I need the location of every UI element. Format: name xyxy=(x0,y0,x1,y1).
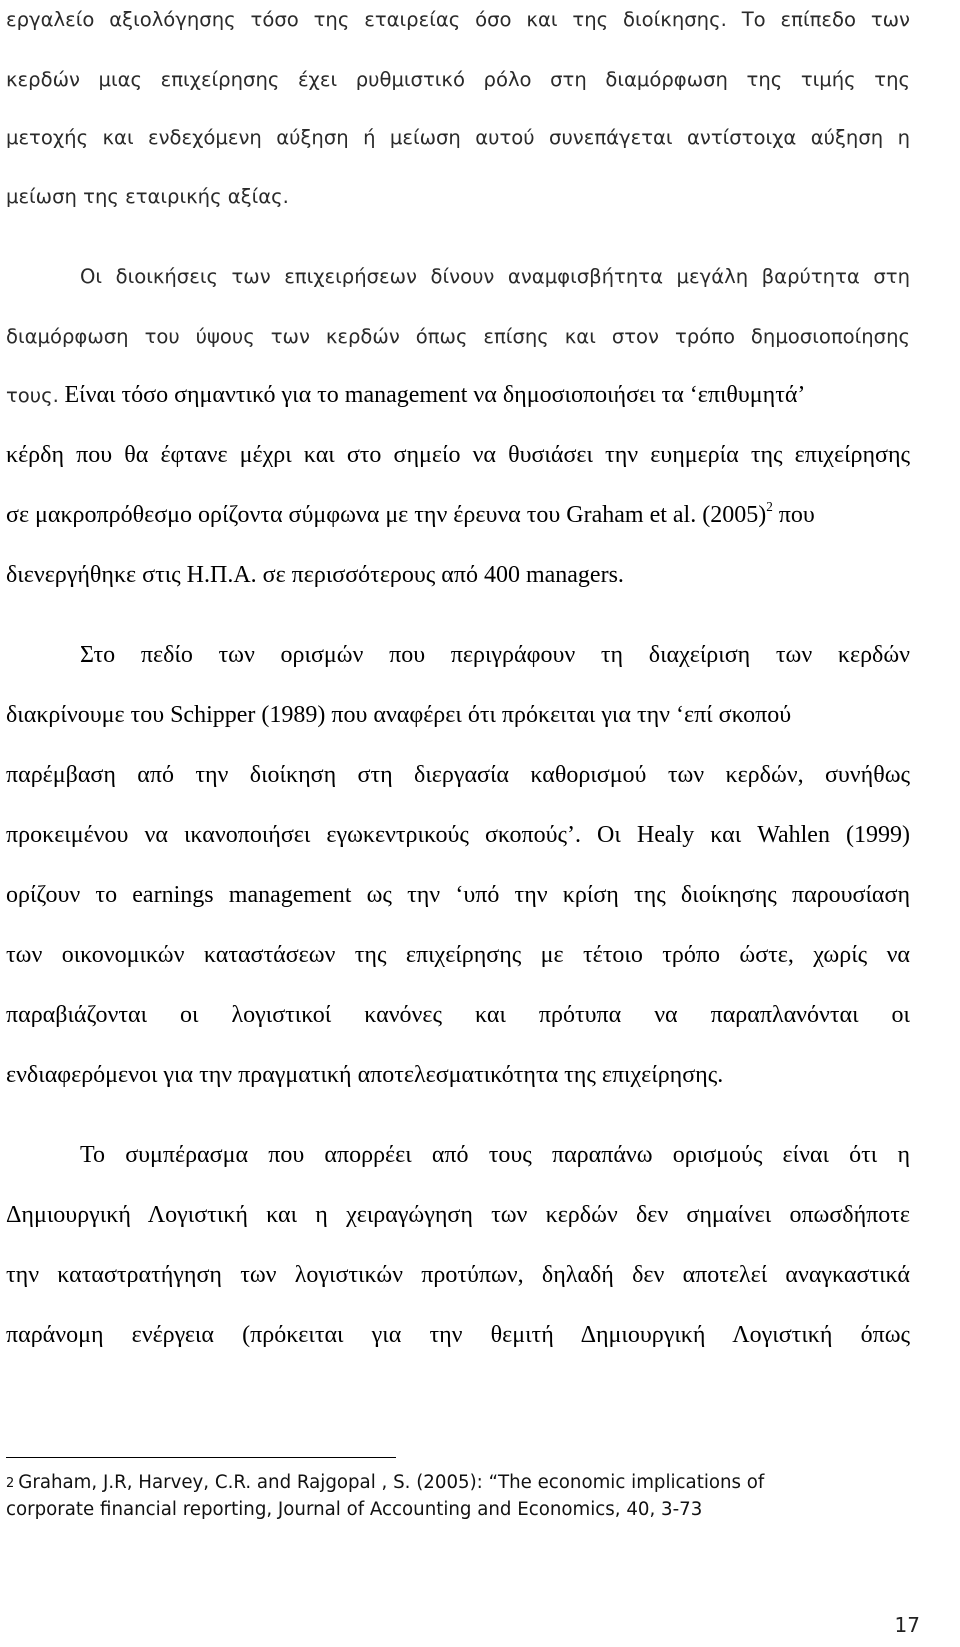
p2-line-1: Οι διοικήσεις των επιχειρήσεων δίνουν αναμφισβήτητα μεγάλη βαρύτητα στη xyxy=(80,265,910,288)
p3-line-2: διακρίνουμε του Schipper (1989) που αναφέρει ότι πρόκειται για την ‘επί σκοπού xyxy=(6,702,792,728)
p2-line-6: διενεργήθηκε στις Η.Π.Α. σε περισσότερους από 400 managers. xyxy=(6,562,624,588)
footnote-separator xyxy=(6,1457,396,1458)
p4-line-2: Δημιουργική Λογιστική και η χειραγώγηση των κερδών δεν σημαίνει οπωσδήποτε xyxy=(6,1202,910,1228)
p4-line-3: την καταστρατήγηση των λογιστικών προτύπων, δηλαδή δεν αποτελεί αναγκαστικά xyxy=(6,1262,910,1288)
p1-line-2: κερδών μιας επιχείρησης έχει ρυθμιστικό ρόλο στη διαμόρφωση της τιμής της xyxy=(6,68,910,91)
p3-line-5: ορίζουν το earnings management ως την ‘υπό την κρίση της διοίκησης παρουσίαση xyxy=(6,882,910,908)
footnote-line-1 xyxy=(6,1470,910,1496)
footnote-reference-mark: 2 xyxy=(766,498,773,514)
p2-line-3 xyxy=(6,380,910,410)
footnote-line-2: corporate financial reporting, Journal of Accounting and Economics, 40, 3-73 xyxy=(6,1499,703,1520)
p2-line-3-serif-part: Είναι τόσο σημαντικό για το management να δημοσιοποιήσει τα ‘επιθυμητά’ xyxy=(64,382,806,408)
p3-line-8: ενδιαφερόμενοι για την πραγματική αποτελεσματικότητα της επιχείρησης. xyxy=(6,1062,724,1088)
p2-line-5 xyxy=(6,500,910,530)
p4-line-4: παράνομη ενέργεια (πρόκειται για την θεμιτή Δημιουργική Λογιστική όπως xyxy=(6,1322,910,1348)
p2-line-5-tail: που xyxy=(772,502,815,528)
p1-line-3: μετοχής και ενδεχόμενη αύξηση ή μείωση αυτού συνεπάγεται αντίστοιχα αύξηση η xyxy=(6,126,910,149)
p1-line-4: μείωση της εταιρικής αξίας. xyxy=(6,185,289,208)
p1-line-1: εργαλείο αξιολόγησης τόσο της εταιρείας όσο και της διοίκησης. Το επίπεδο των xyxy=(6,8,910,31)
p3-line-3: παρέμβαση από την διοίκηση στη διεργασία καθορισμού των κερδών, συνήθως xyxy=(6,762,910,788)
p3-line-7: παραβιάζονται οι λογιστικοί κανόνες και πρότυπα να παραπλανόνται οι xyxy=(6,1002,910,1028)
p4-line-1: Το συμπέρασμα που απορρέει από τους παραπάνω ορισμούς είναι ότι η xyxy=(80,1142,910,1168)
page-number: 17 xyxy=(894,1613,920,1637)
p3-line-1: Στο πεδίο των ορισμών που περιγράφουν τη διαχείριση των κερδών xyxy=(80,642,910,668)
footnote-mark: 2 xyxy=(6,1476,15,1492)
p2-line-3-sans-part: τους. xyxy=(6,384,59,407)
p2-line-2: διαμόρφωση του ύψους των κερδών όπως επίσης και στον τρόπο δημοσιοποίησης xyxy=(6,325,910,348)
p3-line-4: προκειμένου να ικανοποιήσει εγωκεντρικούς σκοπούς’. Οι Healy και Wahlen (1999) xyxy=(6,822,910,848)
p2-line-4: κέρδη που θα έφτανε μέχρι και στο σημείο να θυσιάσει την ευημερία της επιχείρησης xyxy=(6,442,910,468)
footnote-text-1: Graham, J.R, Harvey, C.R. and Rajgopal , S. (2005): “The economic implications of xyxy=(18,1472,765,1493)
p2-line-5-main: σε μακροπρόθεσμο ορίζοντα σύμφωνα με την έρευνα του Graham et al. (2005) xyxy=(6,502,767,528)
p3-line-6: των οικονομικών καταστάσεων της επιχείρησης με τέτοιο τρόπο ώστε, χωρίς να xyxy=(6,942,910,968)
